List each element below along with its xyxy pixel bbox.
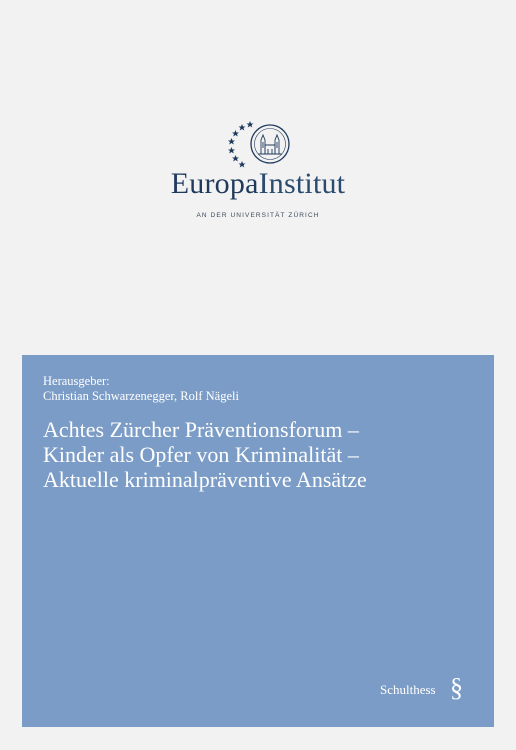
title-line-3: Aktuelle kriminalpräventive Ansätze (43, 467, 367, 492)
editors-label: Herausgeber: (43, 374, 110, 388)
book-title (43, 417, 483, 492)
publisher-section-icon: § (450, 673, 463, 702)
title-line-1: Achtes Zürcher Präventionsforum – (43, 417, 359, 442)
editors-names: Christian Schwarzenegger, Rolf Nägeli (43, 389, 239, 403)
institute-name (0, 167, 516, 201)
cover-panel (22, 355, 494, 727)
publisher-name: Schulthess (380, 682, 436, 697)
title-line-2: Kinder als Opfer von Kriminalität – (43, 442, 359, 467)
institute-name-part2: Institut (258, 167, 346, 200)
institute-name-part1: Europa (170, 167, 259, 200)
eu-stars-seal-icon (220, 118, 300, 174)
institute-subtitle: AN DER UNIVERSITÄT ZÜRICH (196, 212, 320, 219)
institute-logo (0, 118, 516, 228)
